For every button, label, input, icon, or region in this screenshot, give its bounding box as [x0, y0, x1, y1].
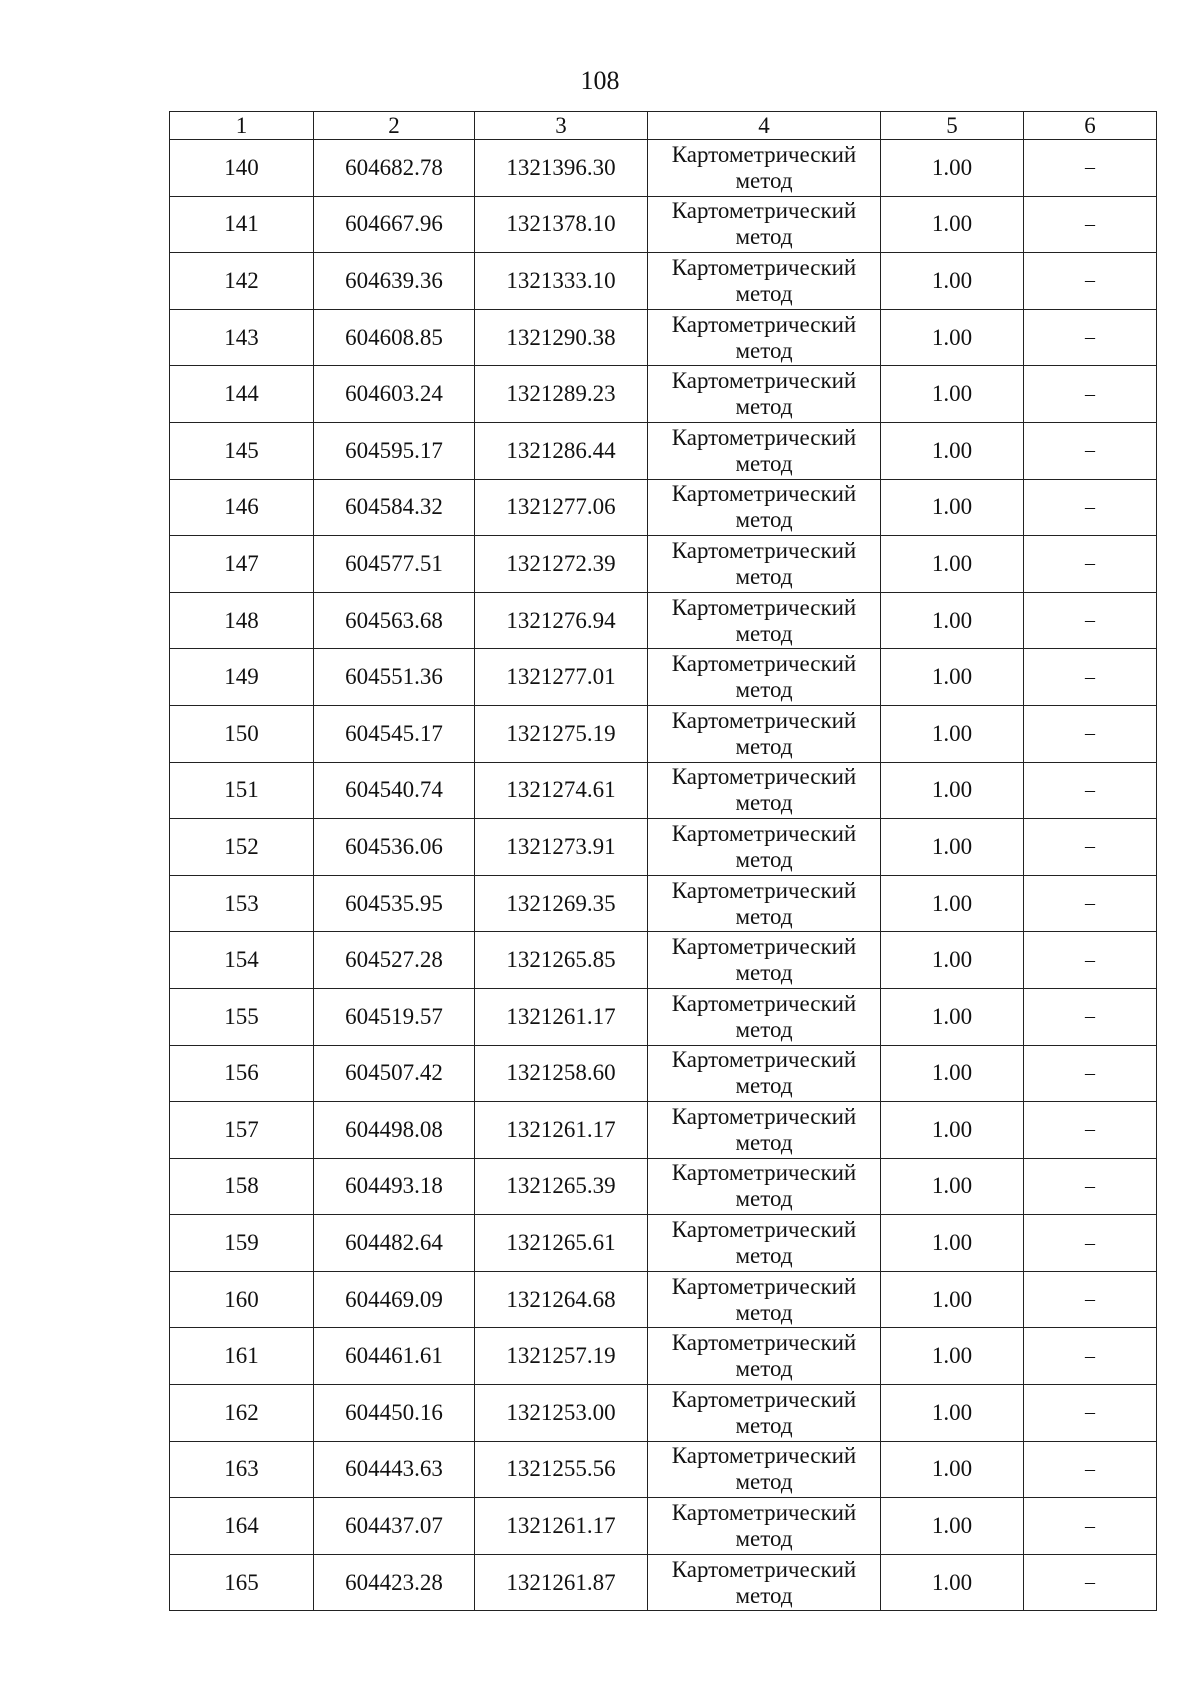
x-coordinate-cell: 604584.32: [314, 479, 475, 536]
method-cell: Картометрический метод: [648, 592, 881, 649]
table-row: [170, 1385, 1157, 1442]
point-number-cell: 145: [170, 422, 314, 479]
precision-cell: 1.00: [881, 309, 1024, 366]
point-number-cell: 163: [170, 1441, 314, 1498]
y-coordinate-cell: 1321265.39: [475, 1158, 648, 1215]
x-coordinate-cell: 604527.28: [314, 932, 475, 989]
note-cell: –: [1024, 1215, 1157, 1272]
table-header: [170, 112, 1157, 140]
precision-cell: 1.00: [881, 1102, 1024, 1159]
note-cell: –: [1024, 1441, 1157, 1498]
table-row: [170, 1045, 1157, 1102]
x-coordinate-cell: 604603.24: [314, 366, 475, 423]
table-row: [170, 592, 1157, 649]
table-row: [170, 196, 1157, 253]
point-number-cell: 153: [170, 875, 314, 932]
method-cell: Картометрический метод: [648, 1271, 881, 1328]
table-row: [170, 1328, 1157, 1385]
header-col-5: 5: [881, 112, 1024, 140]
precision-cell: 1.00: [881, 1385, 1024, 1442]
x-coordinate-cell: 604563.68: [314, 592, 475, 649]
method-cell: Картометрический метод: [648, 253, 881, 310]
point-number-cell: 159: [170, 1215, 314, 1272]
point-number-cell: 158: [170, 1158, 314, 1215]
note-cell: –: [1024, 592, 1157, 649]
table-row: [170, 819, 1157, 876]
x-coordinate-cell: 604450.16: [314, 1385, 475, 1442]
method-cell: Картометрический метод: [648, 1102, 881, 1159]
y-coordinate-cell: 1321272.39: [475, 536, 648, 593]
method-cell: Картометрический метод: [648, 649, 881, 706]
y-coordinate-cell: 1321265.85: [475, 932, 648, 989]
precision-cell: 1.00: [881, 1441, 1024, 1498]
method-cell: Картометрический метод: [648, 479, 881, 536]
note-cell: –: [1024, 1328, 1157, 1385]
table-row: [170, 140, 1157, 197]
method-cell: Картометрический метод: [648, 1215, 881, 1272]
x-coordinate-cell: 604461.61: [314, 1328, 475, 1385]
table-row: [170, 309, 1157, 366]
table-row: [170, 479, 1157, 536]
note-cell: –: [1024, 1271, 1157, 1328]
table-row: [170, 536, 1157, 593]
x-coordinate-cell: 604498.08: [314, 1102, 475, 1159]
table-row: [170, 988, 1157, 1045]
note-cell: –: [1024, 253, 1157, 310]
method-cell: Картометрический метод: [648, 366, 881, 423]
point-number-cell: 161: [170, 1328, 314, 1385]
precision-cell: 1.00: [881, 932, 1024, 989]
y-coordinate-cell: 1321274.61: [475, 762, 648, 819]
note-cell: –: [1024, 479, 1157, 536]
x-coordinate-cell: 604423.28: [314, 1554, 475, 1611]
table-row: [170, 1215, 1157, 1272]
point-number-cell: 152: [170, 819, 314, 876]
point-number-cell: 149: [170, 649, 314, 706]
point-number-cell: 146: [170, 479, 314, 536]
precision-cell: 1.00: [881, 366, 1024, 423]
x-coordinate-cell: 604493.18: [314, 1158, 475, 1215]
note-cell: –: [1024, 875, 1157, 932]
header-col-2: 2: [314, 112, 475, 140]
note-cell: –: [1024, 140, 1157, 197]
point-number-cell: 165: [170, 1554, 314, 1611]
point-number-cell: 151: [170, 762, 314, 819]
method-cell: Картометрический метод: [648, 1385, 881, 1442]
method-cell: Картометрический метод: [648, 422, 881, 479]
point-number-cell: 155: [170, 988, 314, 1045]
method-cell: Картометрический метод: [648, 1158, 881, 1215]
table-row: [170, 1554, 1157, 1611]
y-coordinate-cell: 1321264.68: [475, 1271, 648, 1328]
point-number-cell: 143: [170, 309, 314, 366]
y-coordinate-cell: 1321275.19: [475, 705, 648, 762]
note-cell: –: [1024, 819, 1157, 876]
note-cell: –: [1024, 649, 1157, 706]
method-cell: Картометрический метод: [648, 1328, 881, 1385]
precision-cell: 1.00: [881, 1328, 1024, 1385]
point-number-cell: 148: [170, 592, 314, 649]
precision-cell: 1.00: [881, 422, 1024, 479]
point-number-cell: 144: [170, 366, 314, 423]
y-coordinate-cell: 1321277.01: [475, 649, 648, 706]
method-cell: Картометрический метод: [648, 1498, 881, 1555]
point-number-cell: 164: [170, 1498, 314, 1555]
x-coordinate-cell: 604482.64: [314, 1215, 475, 1272]
table-body: [170, 140, 1157, 1611]
precision-cell: 1.00: [881, 819, 1024, 876]
precision-cell: 1.00: [881, 140, 1024, 197]
y-coordinate-cell: 1321261.87: [475, 1554, 648, 1611]
x-coordinate-cell: 604577.51: [314, 536, 475, 593]
y-coordinate-cell: 1321255.56: [475, 1441, 648, 1498]
y-coordinate-cell: 1321273.91: [475, 819, 648, 876]
page-number: 108: [580, 66, 620, 95]
method-cell: Картометрический метод: [648, 932, 881, 989]
table-row: [170, 1441, 1157, 1498]
table-row: [170, 875, 1157, 932]
point-number-cell: 154: [170, 932, 314, 989]
table-row: [170, 1271, 1157, 1328]
table-row: [170, 1158, 1157, 1215]
note-cell: –: [1024, 705, 1157, 762]
x-coordinate-cell: 604535.95: [314, 875, 475, 932]
x-coordinate-cell: 604608.85: [314, 309, 475, 366]
method-cell: Картометрический метод: [648, 875, 881, 932]
y-coordinate-cell: 1321396.30: [475, 140, 648, 197]
note-cell: –: [1024, 309, 1157, 366]
point-number-cell: 142: [170, 253, 314, 310]
method-cell: Картометрический метод: [648, 309, 881, 366]
precision-cell: 1.00: [881, 479, 1024, 536]
note-cell: –: [1024, 422, 1157, 479]
method-cell: Картометрический метод: [648, 762, 881, 819]
point-number-cell: 140: [170, 140, 314, 197]
precision-cell: 1.00: [881, 253, 1024, 310]
table-row: [170, 705, 1157, 762]
x-coordinate-cell: 604469.09: [314, 1271, 475, 1328]
method-cell: Картометрический метод: [648, 196, 881, 253]
note-cell: –: [1024, 366, 1157, 423]
point-number-cell: 162: [170, 1385, 314, 1442]
precision-cell: 1.00: [881, 875, 1024, 932]
y-coordinate-cell: 1321265.61: [475, 1215, 648, 1272]
precision-cell: 1.00: [881, 1158, 1024, 1215]
x-coordinate-cell: 604595.17: [314, 422, 475, 479]
point-number-cell: 160: [170, 1271, 314, 1328]
y-coordinate-cell: 1321290.38: [475, 309, 648, 366]
y-coordinate-cell: 1321261.17: [475, 1102, 648, 1159]
precision-cell: 1.00: [881, 1498, 1024, 1555]
header-col-4: 4: [648, 112, 881, 140]
method-cell: Картометрический метод: [648, 1554, 881, 1611]
x-coordinate-cell: 604519.57: [314, 988, 475, 1045]
point-number-cell: 141: [170, 196, 314, 253]
y-coordinate-cell: 1321289.23: [475, 366, 648, 423]
note-cell: –: [1024, 1385, 1157, 1442]
header-col-6: 6: [1024, 112, 1157, 140]
precision-cell: 1.00: [881, 592, 1024, 649]
x-coordinate-cell: 604551.36: [314, 649, 475, 706]
method-cell: Картометрический метод: [648, 1045, 881, 1102]
y-coordinate-cell: 1321286.44: [475, 422, 648, 479]
precision-cell: 1.00: [881, 196, 1024, 253]
note-cell: –: [1024, 762, 1157, 819]
point-number-cell: 156: [170, 1045, 314, 1102]
point-number-cell: 147: [170, 536, 314, 593]
table-row: [170, 366, 1157, 423]
y-coordinate-cell: 1321261.17: [475, 1498, 648, 1555]
table-row: [170, 932, 1157, 989]
x-coordinate-cell: 604540.74: [314, 762, 475, 819]
point-number-cell: 150: [170, 705, 314, 762]
coordinates-table: [169, 111, 1157, 1611]
table-row: [170, 253, 1157, 310]
y-coordinate-cell: 1321269.35: [475, 875, 648, 932]
method-cell: Картометрический метод: [648, 536, 881, 593]
header-col-3: 3: [475, 112, 648, 140]
table-row: [170, 1498, 1157, 1555]
precision-cell: 1.00: [881, 1215, 1024, 1272]
precision-cell: 1.00: [881, 1271, 1024, 1328]
note-cell: –: [1024, 1498, 1157, 1555]
x-coordinate-cell: 604507.42: [314, 1045, 475, 1102]
precision-cell: 1.00: [881, 988, 1024, 1045]
y-coordinate-cell: 1321261.17: [475, 988, 648, 1045]
note-cell: –: [1024, 988, 1157, 1045]
note-cell: –: [1024, 1102, 1157, 1159]
note-cell: –: [1024, 1554, 1157, 1611]
y-coordinate-cell: 1321333.10: [475, 253, 648, 310]
point-number-cell: 157: [170, 1102, 314, 1159]
method-cell: Картометрический метод: [648, 140, 881, 197]
x-coordinate-cell: 604545.17: [314, 705, 475, 762]
y-coordinate-cell: 1321257.19: [475, 1328, 648, 1385]
precision-cell: 1.00: [881, 1045, 1024, 1102]
x-coordinate-cell: 604667.96: [314, 196, 475, 253]
note-cell: –: [1024, 196, 1157, 253]
note-cell: –: [1024, 1045, 1157, 1102]
header-row: [170, 112, 1157, 140]
x-coordinate-cell: 604536.06: [314, 819, 475, 876]
x-coordinate-cell: 604443.63: [314, 1441, 475, 1498]
note-cell: –: [1024, 1158, 1157, 1215]
x-coordinate-cell: 604639.36: [314, 253, 475, 310]
method-cell: Картометрический метод: [648, 705, 881, 762]
note-cell: –: [1024, 536, 1157, 593]
y-coordinate-cell: 1321258.60: [475, 1045, 648, 1102]
y-coordinate-cell: 1321276.94: [475, 592, 648, 649]
table-row: [170, 1102, 1157, 1159]
x-coordinate-cell: 604437.07: [314, 1498, 475, 1555]
header-col-1: 1: [170, 112, 314, 140]
y-coordinate-cell: 1321378.10: [475, 196, 648, 253]
table-row: [170, 649, 1157, 706]
method-cell: Картометрический метод: [648, 1441, 881, 1498]
table-row: [170, 762, 1157, 819]
precision-cell: 1.00: [881, 649, 1024, 706]
y-coordinate-cell: 1321277.06: [475, 479, 648, 536]
y-coordinate-cell: 1321253.00: [475, 1385, 648, 1442]
precision-cell: 1.00: [881, 536, 1024, 593]
method-cell: Картометрический метод: [648, 819, 881, 876]
precision-cell: 1.00: [881, 705, 1024, 762]
note-cell: –: [1024, 932, 1157, 989]
precision-cell: 1.00: [881, 762, 1024, 819]
x-coordinate-cell: 604682.78: [314, 140, 475, 197]
method-cell: Картометрический метод: [648, 988, 881, 1045]
precision-cell: 1.00: [881, 1554, 1024, 1611]
table-row: [170, 422, 1157, 479]
